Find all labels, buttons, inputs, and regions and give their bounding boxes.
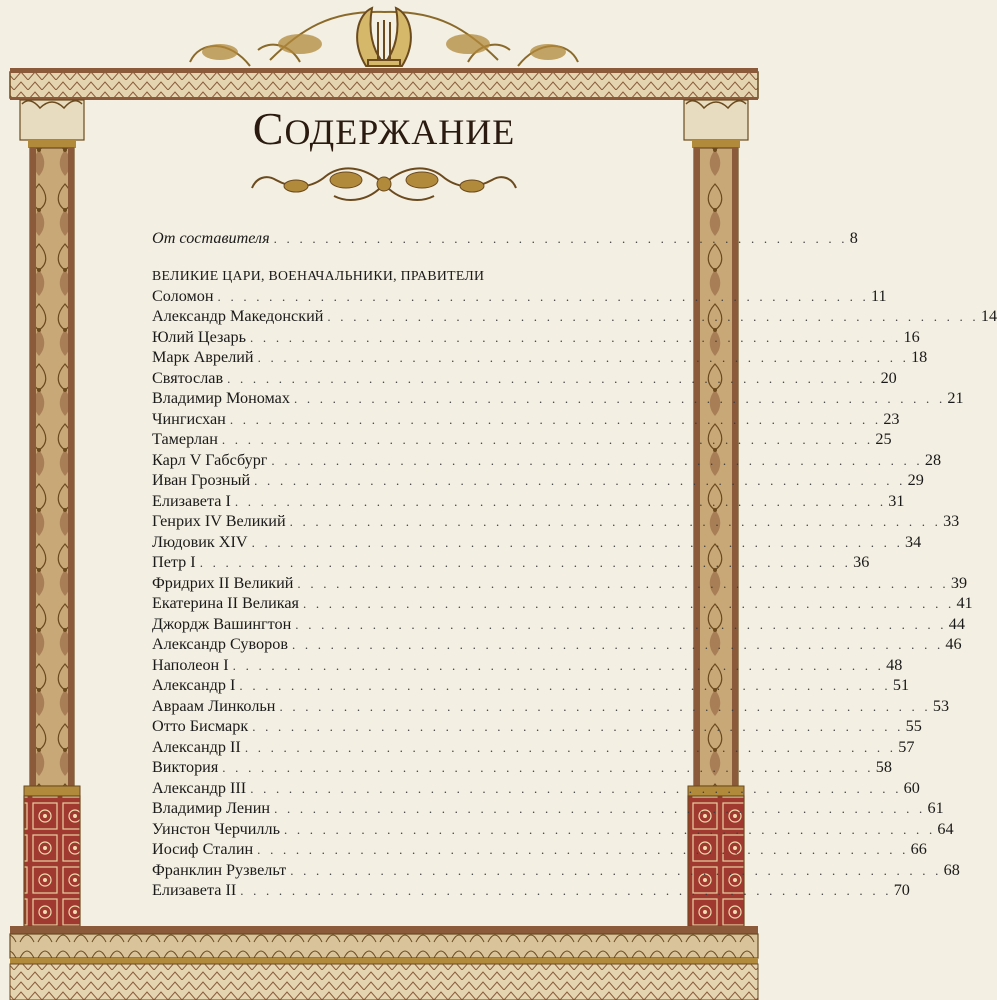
leader-dots: . . . . . . . . . . . . . . . . . . . . . . . . . . . . . . . . . . . . . . . . . . . . . . . . . . . xyxy=(250,780,902,796)
leader-dots: . . . . . . . . . . . . . . . . . . . . . . . . . . . . . . . . . . . . . . . . . . . . . . . . . . . xyxy=(257,350,910,365)
toc-entry-page: 34 xyxy=(905,532,922,551)
leader-dots: . . . . . . . . . . . . . . . . . . . . . . . . . . . . . . . . . . . . . . . . . . . . . . . . . . . xyxy=(240,883,892,898)
toc-entry-title: От составителя xyxy=(152,229,270,247)
toc-entry-page: 36 xyxy=(853,553,870,571)
toc-entry-page: 21 xyxy=(947,389,964,407)
leader-dots: . . . . . . . . . . . . . . . . . . . . . . . . . . . . . . . . . . . . . . . . . . . . . . . . . . . xyxy=(327,309,979,324)
toc-entry-title: Соломон xyxy=(152,286,214,305)
leader-dots: . . . . . . . . . . . . . . . . . . . . . . . . . . . . . . . . . . . . . . . . . . . . . . . . . . . xyxy=(232,657,885,673)
toc-entry-page: 60 xyxy=(903,778,920,797)
toc-entry[interactable] xyxy=(152,757,892,778)
leader-dots: . . . . . . . . . . . . . . . . . . . . . . . . . . . . . . . . . . . . . . . . . . . . . . . . . . . xyxy=(279,698,931,714)
toc-entry-page: 29 xyxy=(907,471,924,489)
toc-entry-title: Александр III xyxy=(152,778,247,797)
leader-dots: . . . . . . . . . . . . . . . . . . . . . . . . . . . . . . . . . . . . . . . . . . . . . . . . . . . xyxy=(289,514,942,529)
toc-entry-title: Святослав xyxy=(152,368,224,387)
toc-entry-page: 8 xyxy=(849,229,858,247)
toc-entry-title: Александр II xyxy=(152,737,241,756)
toc-entry-page: 18 xyxy=(911,348,928,366)
toc-entry-title: Карл V Габсбург xyxy=(152,450,268,469)
leader-dots: . . . . . . . . . . . . . . . . . . . . . . . . . . . . . . . . . . . . . . . . . . . . . . . . . . . xyxy=(291,637,944,652)
toc-entry-title: Франклин Рузвельт xyxy=(152,860,287,879)
toc-entry-page: 57 xyxy=(898,737,915,756)
toc-entry-page: 14 xyxy=(980,307,997,325)
toc-entry-page: 53 xyxy=(932,696,950,715)
toc-entry[interactable] xyxy=(152,388,964,409)
leader-dots: . . . . . . . . . . . . . . . . . . . . . . . . . . . . . . . . . . . . . . . . . . . . . . . . . . . xyxy=(295,616,947,632)
leader-dots: . . . . . . . . . . . . . . . . . . . . . . . . . . . . . . . . . . . . . . . . . . . . . . . . . . . xyxy=(217,288,869,304)
leader-dots: . . . . . . . . . . . . . . . . . . . . . . . . . . . . . . . . . . . . . . . . . . . . . . . . . . . xyxy=(221,432,874,447)
toc-entry[interactable] xyxy=(152,429,892,450)
toc-entry-title: Александр Суворов xyxy=(152,635,288,653)
toc-entry-page: 39 xyxy=(950,573,968,592)
toc-entry[interactable] xyxy=(152,286,887,307)
toc-entry-page: 48 xyxy=(886,655,903,674)
toc-entry-page: 51 xyxy=(892,676,910,694)
toc-entry-title: Тамерлан xyxy=(152,430,218,448)
toc-entry[interactable] xyxy=(152,368,897,389)
leader-dots: . . . . . . . . . . . . . . . . . . . . . . . . . . . . . . . . . . . . . . . . . . . . . . . . . . . xyxy=(254,473,906,488)
toc-entry-title: Елизавета II xyxy=(152,881,237,899)
leader-dots: . . . . . . . . . . . . . . . . . . . . . . . . . . . . . . . . . . . . . . . . . . . . . . . . . . . xyxy=(252,719,904,734)
toc-entry[interactable] xyxy=(152,634,962,655)
toc-entry[interactable] xyxy=(152,614,965,635)
leader-dots: . . . . . . . . . . . . . . . . . . . . . . . . . . . . . . . . . . . . . . . . . . . . . . . . . . . xyxy=(290,862,942,878)
toc-entry-page: 20 xyxy=(880,368,897,387)
toc-entry[interactable] xyxy=(152,716,922,737)
toc-entry-title: Чингисхан xyxy=(152,409,226,428)
leader-dots: . . . . . . . . . . . . . . . . . . . . . . . . . . . . . . . . . . . . . . . . . . . . . . . . . . . xyxy=(234,493,887,509)
leader-dots: . . . . . . . . . . . . . . . . . . . . . . . . . . . . . . . . . . . . . . . . . . . . . . . . . . . xyxy=(239,678,891,693)
toc-entry[interactable] xyxy=(152,655,903,676)
page-title: СОДЕРЖАНИЕ xyxy=(252,103,516,154)
toc-entry[interactable] xyxy=(152,409,900,430)
toc-entry-page: 58 xyxy=(875,758,892,776)
toc-entry-title: Людовик XIV xyxy=(152,532,248,551)
toc-entry-page: 31 xyxy=(888,491,905,510)
toc-entry-page: 64 xyxy=(937,819,954,838)
toc-entry-page: 23 xyxy=(883,409,900,428)
toc-entry-title: Александр I xyxy=(152,676,236,694)
toc-entry-page: 41 xyxy=(956,594,973,612)
toc-entry-page: 66 xyxy=(910,840,927,858)
toc-entry-page: 70 xyxy=(893,881,910,899)
toc-entry-title: Иосиф Сталин xyxy=(152,840,254,858)
toc-entry-title: Джордж Вашингтон xyxy=(152,614,292,633)
leader-dots: . . . . . . . . . . . . . . . . . . . . . . . . . . . . . . . . . . . . . . . . . . . . . . . . . . . xyxy=(244,739,897,755)
left-column xyxy=(20,100,84,926)
toc-entry[interactable] xyxy=(152,511,960,532)
leader-dots: . . . . . . . . . . . . . . . . . . . . . . . . . . . . . . . . . . . . . . . . . . . . . . . . . . . xyxy=(274,801,926,816)
toc-entry[interactable] xyxy=(152,532,922,553)
leader-dots: . . . . . . . . . . . . . . . . . . . . . . . . . . . . . . . . . . . . . . . . . . . . . . . . . . . xyxy=(229,411,882,427)
toc-entry[interactable] xyxy=(152,737,915,758)
toc-entry-page: 46 xyxy=(945,635,962,653)
toc-entry-title: Юлий Цезарь xyxy=(152,327,247,346)
toc-entry-page: 68 xyxy=(943,860,960,879)
leader-dots: . . . . . . . . . . . . . . . . . . . . . . . . . . . . . . . . . . . . . . . . . . . . . . . . . . . xyxy=(199,555,852,570)
toc-entry[interactable] xyxy=(152,860,960,881)
toc-entry-intro[interactable] xyxy=(152,228,858,249)
toc-entry-title: Петр I xyxy=(152,553,196,571)
toc-entry[interactable] xyxy=(152,347,928,368)
toc-entry[interactable] xyxy=(152,880,910,901)
toc-entry[interactable] xyxy=(152,798,944,819)
toc-entry-title: Отто Бисмарк xyxy=(152,717,249,735)
toc-entry[interactable] xyxy=(152,450,942,471)
toc-entry-title: Наполеон I xyxy=(152,655,229,674)
toc-entry-page: 11 xyxy=(871,286,887,305)
toc-entry[interactable] xyxy=(152,839,927,860)
toc-entry-title: Виктория xyxy=(152,758,219,776)
toc-entry[interactable] xyxy=(152,696,950,717)
toc-entry-title: Генрих IV Великий xyxy=(152,512,286,530)
leader-dots: . . . . . . . . . . . . . . . . . . . . . . . . . . . . . . . . . . . . . . . . . . . . . . . . . . . xyxy=(257,842,909,857)
leader-dots: . . . . . . . . . . . . . . . . . . . . . . . . . . . . . . . . . . . . . . . . . . . . . . . . . . . xyxy=(250,329,902,345)
leader-dots: . . . . . . . . . . . . . . . . . . . . . . . . . . . . . . . . . . . . . . . . . . . . . xyxy=(273,231,848,246)
leader-dots: . . . . . . . . . . . . . . . . . . . . . . . . . . . . . . . . . . . . . . . . . . . . . . . . . . . xyxy=(227,370,879,386)
toc-entry-title: Владимир Ленин xyxy=(152,799,271,817)
toc-entry-page: 55 xyxy=(905,717,922,735)
toc-entry[interactable] xyxy=(152,470,924,491)
toc-entry[interactable] xyxy=(152,573,968,594)
leader-dots: . . . . . . . . . . . . . . . . . . . . . . . . . . . . . . . . . . . . . . . . . . . . . . . . . . . xyxy=(271,452,923,468)
toc-entry-page: 44 xyxy=(948,614,965,633)
leader-dots: . . . . . . . . . . . . . . . . . . . . . . . . . . . . . . . . . . . . . . . . . . . . . . . . . . . xyxy=(251,534,904,550)
leader-dots: . . . . . . . . . . . . . . . . . . . . . . . . . . . . . . . . . . . . . . . . . . . . . . . . . . . xyxy=(283,821,936,837)
toc-entry[interactable] xyxy=(152,552,870,573)
toc-entry-title: Уинстон Черчилль xyxy=(152,819,280,838)
toc-entry-page: 25 xyxy=(875,430,892,448)
toc-entry-page: 61 xyxy=(927,799,944,817)
toc-entry-title: Александр Македонский xyxy=(152,307,324,325)
toc-entry-page: 16 xyxy=(903,327,920,346)
toc-entry-title: Елизавета I xyxy=(152,491,231,510)
toc-entry-title: Владимир Мономах xyxy=(152,389,290,407)
toc-entry[interactable] xyxy=(152,306,997,327)
leader-dots: . . . . . . . . . . . . . . . . . . . . . . . . . . . . . . . . . . . . . . . . . . . . . . . . . . . xyxy=(297,575,949,591)
toc-entry[interactable] xyxy=(152,819,954,840)
toc-entry-page: 28 xyxy=(924,450,942,469)
toc-entry-page: 33 xyxy=(943,512,960,530)
toc-entry[interactable] xyxy=(152,327,920,348)
toc-entry-title: Екатерина II Великая xyxy=(152,594,299,612)
lyre-icon xyxy=(357,8,411,66)
toc-entry[interactable] xyxy=(152,593,973,614)
table-of-contents xyxy=(152,228,997,901)
leader-dots: . . . . . . . . . . . . . . . . . . . . . . . . . . . . . . . . . . . . . . . . . . . . . . . . . . . xyxy=(222,760,874,775)
toc-entry[interactable] xyxy=(152,491,905,512)
toc-entry-title: Фридрих II Великий xyxy=(152,573,294,592)
section-heading: ВЕЛИКИЕ ЦАРИ, ВОЕНАЧАЛЬНИКИ, ПРАВИТЕЛИ xyxy=(152,267,485,283)
ornamental-vignette-icon xyxy=(246,158,522,210)
toc-entry-title: Марк Аврелий xyxy=(152,348,254,366)
toc-entry[interactable] xyxy=(152,778,920,799)
toc-entry-title: Авраам Линкольн xyxy=(152,696,276,715)
leader-dots: . . . . . . . . . . . . . . . . . . . . . . . . . . . . . . . . . . . . . . . . . . . . . . . . . . . xyxy=(293,391,946,406)
toc-entry[interactable] xyxy=(152,675,910,696)
toc-entry-title: Иван Грозный xyxy=(152,471,251,489)
leader-dots: . . . . . . . . . . . . . . . . . . . . . . . . . . . . . . . . . . . . . . . . . . . . . . . . . . . xyxy=(302,596,955,611)
